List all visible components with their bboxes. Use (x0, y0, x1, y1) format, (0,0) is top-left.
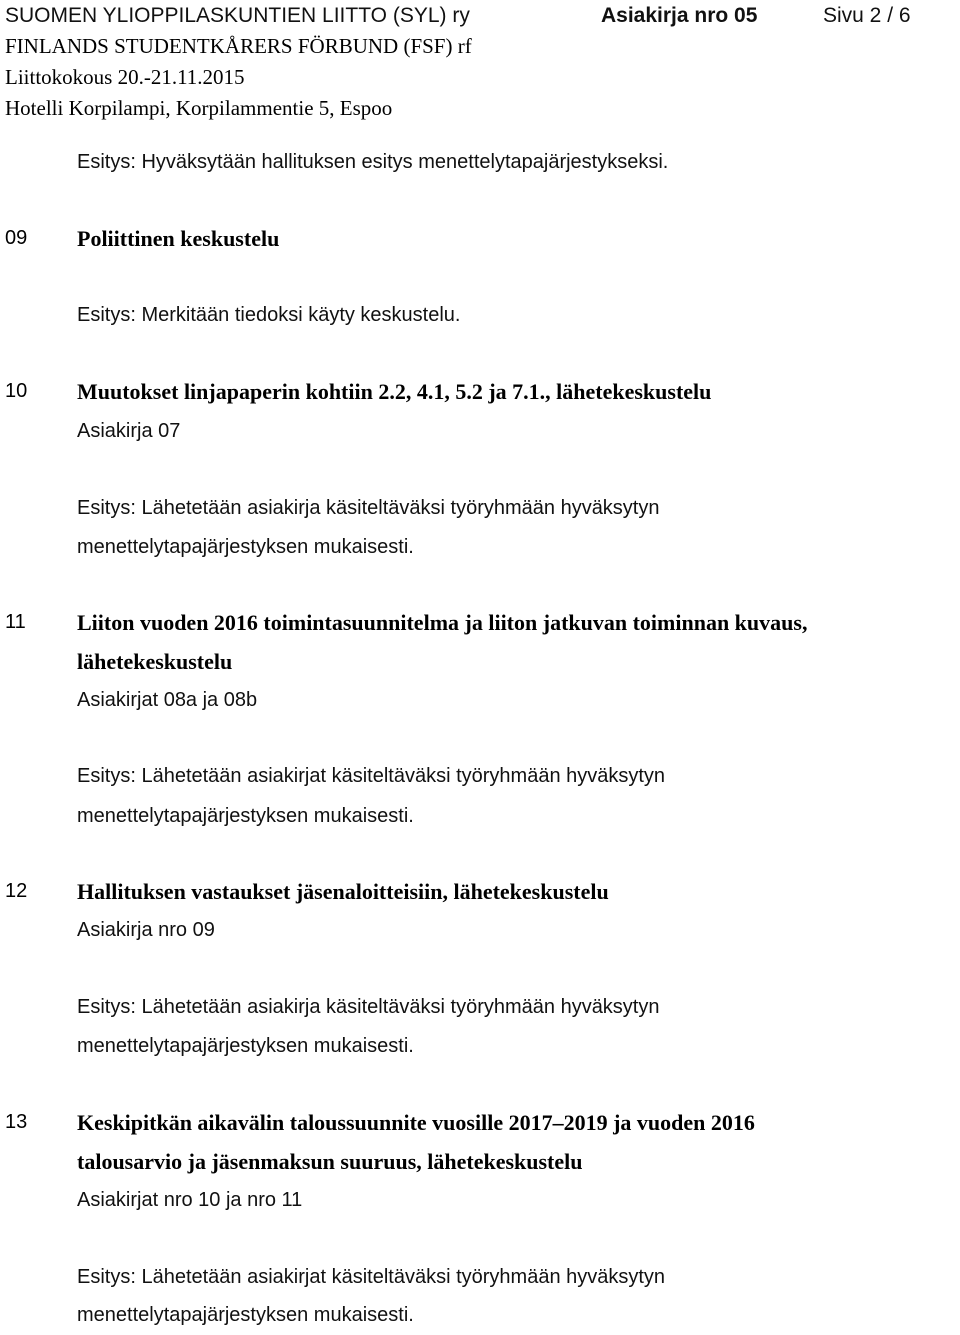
header-line-1 (5, 0, 955, 31)
item-title: Liiton vuoden 2016 toimintasuunnitelma ja liiton jatkuvan toiminnan kuvaus, (77, 610, 808, 635)
item-documents: Asiakirjat 08a ja 08b (77, 689, 258, 711)
item-documents: Asiakirja nro 09 (77, 919, 215, 941)
intro-proposal: Esitys: Hyväksytään hallituksen esitys menettelytapajärjestykseksi. (77, 151, 669, 173)
org-name-sv: FINLANDS STUDENTKÅRERS FÖRBUND (FSF) rf (5, 34, 472, 58)
item-number: 12 (5, 880, 28, 902)
item-proposal: Esitys: Lähetetään asiakirjat käsiteltäväksi työryhmään hyväksytyn (77, 765, 666, 787)
item-proposal: menettelytapajärjestyksen mukaisesti. (77, 805, 414, 827)
item-number: 11 (5, 611, 26, 633)
item-title: Hallituksen vastaukset jäsenaloitteisiin, lähetekeskustelu (77, 879, 609, 904)
item-number: 09 (5, 227, 28, 249)
meeting-name: Liittokokous 20.-21.11.2015 (5, 65, 245, 89)
item-number: 13 (5, 1111, 28, 1133)
item-title: Keskipitkän aikavälin taloussuunnite vuosille 2017–2019 ja vuoden 2016 (77, 1110, 755, 1135)
item-proposal: menettelytapajärjestyksen mukaisesti. (77, 536, 414, 558)
item-documents: Asiakirjat nro 10 ja nro 11 (77, 1189, 303, 1211)
item-proposal: menettelytapajärjestyksen mukaisesti. (77, 1304, 414, 1326)
item-title: talousarvio ja jäsenmaksun suuruus, lähetekeskustelu (77, 1149, 583, 1174)
page-indicator: Sivu 2 / 6 (823, 4, 911, 27)
meeting-location: Hotelli Korpilampi, Korpilammentie 5, Espoo (5, 96, 393, 120)
item-title: Muutokset linjapaperin kohtiin 2.2, 4.1, 5.2 ja 7.1., lähetekeskustelu (77, 379, 712, 404)
item-proposal: Esitys: Merkitään tiedoksi käyty keskustelu. (77, 304, 461, 326)
item-proposal: Esitys: Lähetetään asiakirja käsiteltäväksi työryhmään hyväksytyn (77, 996, 660, 1018)
item-proposal: Esitys: Lähetetään asiakirjat käsiteltäväksi työryhmään hyväksytyn (77, 1266, 666, 1288)
item-number: 10 (5, 380, 28, 402)
item-documents: Asiakirja 07 (77, 420, 181, 442)
document-number: Asiakirja nro 05 (601, 4, 758, 27)
item-proposal: menettelytapajärjestyksen mukaisesti. (77, 1035, 414, 1057)
item-title: Poliittinen keskustelu (77, 226, 280, 251)
item-title: lähetekeskustelu (77, 649, 233, 674)
org-name-fi: SUOMEN YLIOPPILASKUNTIEN LIITTO (SYL) ry (5, 4, 470, 27)
item-proposal: Esitys: Lähetetään asiakirja käsiteltäväksi työryhmään hyväksytyn (77, 497, 660, 519)
document-header (5, 0, 955, 124)
